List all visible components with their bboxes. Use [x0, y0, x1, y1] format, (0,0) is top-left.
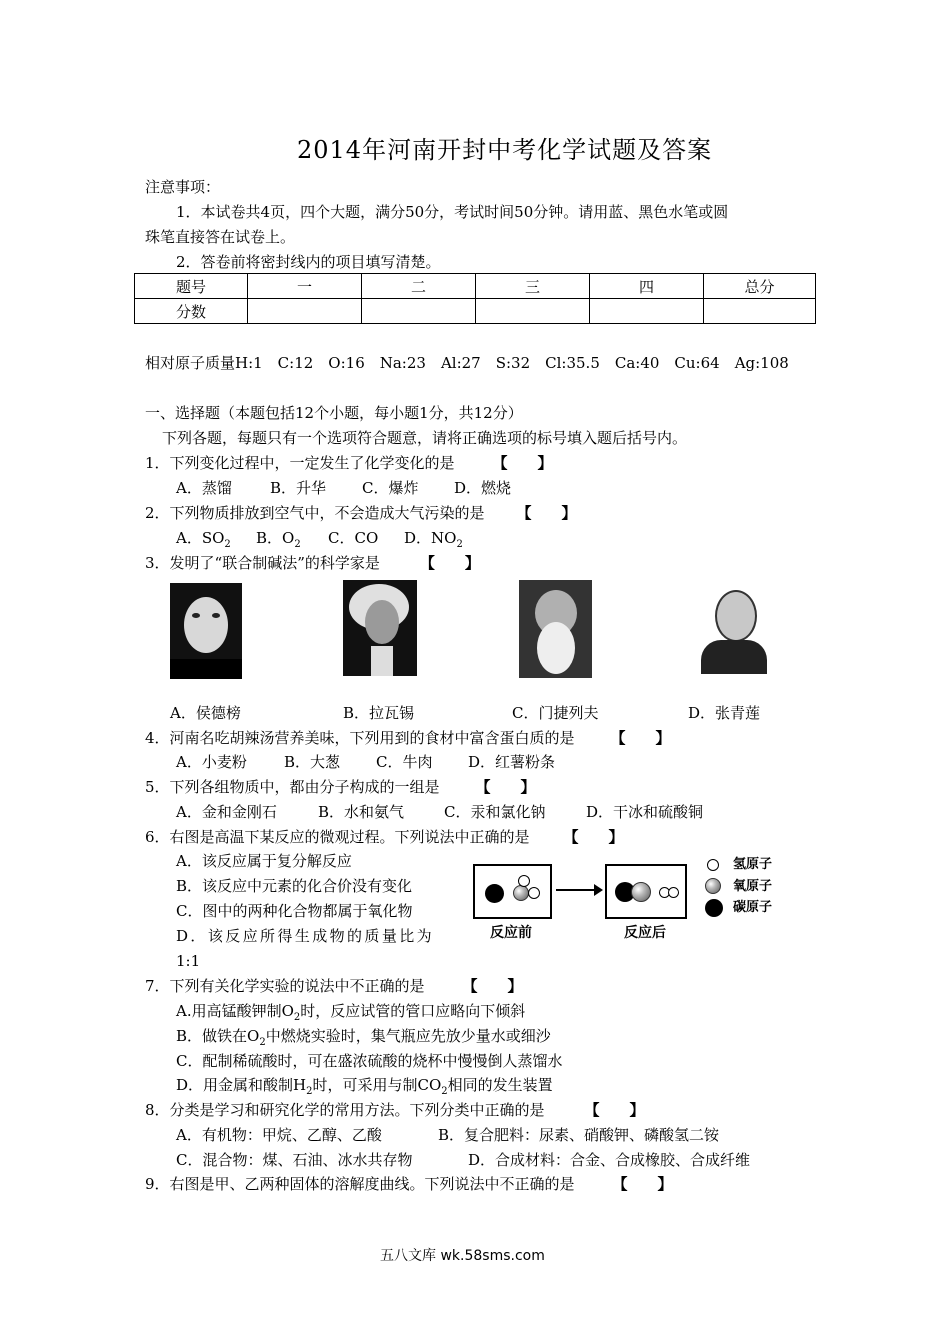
legend-carbon: 碳原子: [733, 900, 773, 915]
option-d[interactable]: D．红薯粉条: [468, 753, 556, 771]
question-1-options: [176, 478, 511, 498]
answer-bracket[interactable]: 【 】: [612, 1175, 673, 1193]
notice-item-2: 2．答卷前将密封线内的项目填写清楚。: [176, 253, 441, 271]
question-2-options: [176, 528, 463, 555]
question-stem: 2．下列物质排放到空气中，不会造成大气污染的是: [145, 504, 485, 522]
oxygen-atom-icon: [705, 878, 721, 894]
hydrogen-atom-icon: [707, 859, 719, 871]
portrait-mendeleev: [519, 580, 592, 678]
question-1: [145, 453, 553, 473]
option-c[interactable]: C．CO: [328, 529, 379, 547]
option-a[interactable]: A．$SO_2$: [176, 529, 231, 550]
score-cell[interactable]: [248, 299, 362, 324]
option-c[interactable]: C．牛肉: [376, 753, 433, 771]
score-header-cell: 三: [476, 274, 590, 299]
option-d[interactable]: D．$NO_2$: [404, 529, 463, 550]
before-box: [473, 864, 552, 919]
question-2: [145, 503, 577, 523]
option-a[interactable]: A．蒸馏: [176, 479, 232, 497]
score-cell[interactable]: [704, 299, 816, 324]
option-b[interactable]: B．水和氨气: [318, 803, 405, 821]
q6-option-a[interactable]: A．该反应属于复分解反应: [176, 852, 352, 870]
atomic-mass-line: 相对原子质量H:1 C:12 O:16 Na:23 Al:27 S:32 Cl:35.5 Ca:40 Cu:64 Ag:108: [145, 354, 789, 372]
legend-oxygen: 氧原子: [733, 879, 773, 894]
option-d[interactable]: D．合成材料：合金、合成橡胶、合成纤维: [468, 1151, 751, 1169]
carbon-atom-icon: [705, 899, 723, 917]
answer-bracket[interactable]: 【 】: [462, 977, 523, 995]
q7-option-a[interactable]: A.用高锰酸钾制$O_2$时，反应试管的管口应略向下倾斜: [176, 1002, 526, 1023]
option-c[interactable]: C．汞和氯化钠: [444, 803, 546, 821]
answer-bracket[interactable]: 【 】: [584, 1101, 645, 1119]
q6-option-c[interactable]: C．图中的两种化合物都属于氧化物: [176, 902, 413, 920]
question-7: [145, 976, 523, 996]
option-b[interactable]: B．大葱: [284, 753, 341, 771]
question-8-options-ab: [176, 1125, 719, 1145]
question-stem: 8．分类是学习和研究化学的常用方法。下列分类中正确的是: [145, 1101, 545, 1119]
footer-watermark: 五八文库 wk.58sms.com: [380, 1248, 545, 1264]
question-5-options: [176, 802, 703, 822]
question-4-options: [176, 752, 555, 772]
section-instruction: 下列各题，每题只有一个选项符合题意，请将正确选项的标号填入题后括号内。: [162, 429, 688, 447]
portrait-lavoisier: [343, 580, 417, 676]
q3-option-a[interactable]: A．侯德榜: [170, 704, 241, 722]
answer-bracket[interactable]: 【 】: [516, 504, 577, 522]
q6-option-b[interactable]: B．该反应中元素的化合价没有变化: [176, 877, 413, 895]
option-a[interactable]: A．有机物：甲烷、乙醇、乙酸: [176, 1126, 382, 1144]
question-stem: 9．右图是甲、乙两种固体的溶解度曲线。下列说法中不正确的是: [145, 1175, 575, 1193]
arrow-icon: [554, 880, 604, 900]
question-6: [145, 827, 624, 847]
q6-option-d[interactable]: D．该反应所得生成物的质量比为: [176, 927, 435, 945]
question-stem: 7．下列有关化学实验的说法中不正确的是: [145, 977, 425, 995]
option-d[interactable]: D．燃烧: [454, 479, 512, 497]
q7-option-d[interactable]: D．用金属和酸制$H_2$时，可采用与制$CO_2$相同的发生装置: [176, 1076, 553, 1097]
option-d[interactable]: D．干冰和硫酸铜: [586, 803, 704, 821]
question-9: [145, 1174, 673, 1194]
portrait-hou-debang: [170, 583, 242, 679]
notice-item-1: 1．本试卷共4页，四个大题，满分50分，考试时间50分钟。请用蓝、黑色水笔或圆: [176, 203, 729, 221]
score-cell[interactable]: [362, 299, 476, 324]
score-cell[interactable]: [476, 299, 590, 324]
portrait-zhang-qinglian: [697, 580, 771, 674]
question-4: [145, 728, 671, 748]
answer-bracket[interactable]: 【 】: [563, 828, 624, 846]
question-3: [145, 553, 480, 573]
score-row-label: 分数: [135, 299, 248, 324]
q7-option-c[interactable]: C．配制稀硫酸时，可在盛浓硫酸的烧杯中慢慢倒人蒸馏水: [176, 1052, 563, 1070]
question-stem: 4．河南名吃胡辣汤营养美味，下列用到的食材中富含蛋白质的是: [145, 729, 575, 747]
question-8-options-cd: [176, 1150, 750, 1170]
question-stem: 3．发明了“联合制碱法”的科学家是: [145, 554, 380, 572]
q7-option-b[interactable]: B．做铁在$O_2$中燃烧实验时，集气瓶应先放少量水或细沙: [176, 1027, 551, 1048]
option-a[interactable]: A．金和金刚石: [176, 803, 277, 821]
after-box: [605, 864, 687, 919]
question-5: [145, 777, 536, 797]
answer-bracket[interactable]: 【 】: [610, 729, 671, 747]
legend-hydrogen: 氢原子: [733, 857, 773, 872]
option-a[interactable]: A．小麦粉: [176, 753, 247, 771]
q6-option-d-cont: 1:1: [176, 952, 201, 970]
score-table: [134, 273, 816, 324]
score-header-cell: 一: [248, 274, 362, 299]
answer-bracket[interactable]: 【 】: [492, 454, 553, 472]
q3-option-b[interactable]: B．拉瓦锡: [343, 704, 415, 722]
question-stem: 1．下列变化过程中，一定发生了化学变化的是: [145, 454, 455, 472]
answer-bracket[interactable]: 【 】: [419, 554, 480, 572]
option-c[interactable]: C．爆炸: [362, 479, 419, 497]
question-stem: 5．下列各组物质中，都由分子构成的一组是: [145, 778, 440, 796]
option-c[interactable]: C．混合物：煤、石油、冰水共存物: [176, 1151, 413, 1169]
q3-option-d[interactable]: D．张青莲: [688, 704, 761, 722]
option-b[interactable]: B．复合肥料：尿素、硝酸钾、磷酸氢二铵: [438, 1126, 720, 1144]
score-header-cell: 题号: [135, 274, 248, 299]
page-title: 2014年河南开封中考化学试题及答案: [297, 136, 713, 164]
answer-bracket[interactable]: 【 】: [475, 778, 536, 796]
question-stem: 6．右图是高温下某反应的微观过程。下列说法中正确的是: [145, 828, 530, 846]
notice-item-1-cont: 珠笔直接答在试卷上。: [145, 228, 296, 246]
before-label: 反应前: [490, 925, 532, 941]
score-header-cell: 二: [362, 274, 476, 299]
option-b[interactable]: B．升华: [270, 479, 327, 497]
q3-option-c[interactable]: C．门捷列夫: [512, 704, 599, 722]
section-heading: 一、选择题（本题包括12个小题，每小题1分，共12分）: [145, 404, 523, 422]
option-b[interactable]: B．$O_2$: [256, 529, 301, 550]
question-8: [145, 1100, 645, 1120]
score-header-cell: 四: [590, 274, 704, 299]
score-header-cell: 总分: [704, 274, 816, 299]
score-cell[interactable]: [590, 299, 704, 324]
notice-heading: 注意事项：: [145, 178, 221, 196]
after-label: 反应后: [624, 925, 666, 941]
